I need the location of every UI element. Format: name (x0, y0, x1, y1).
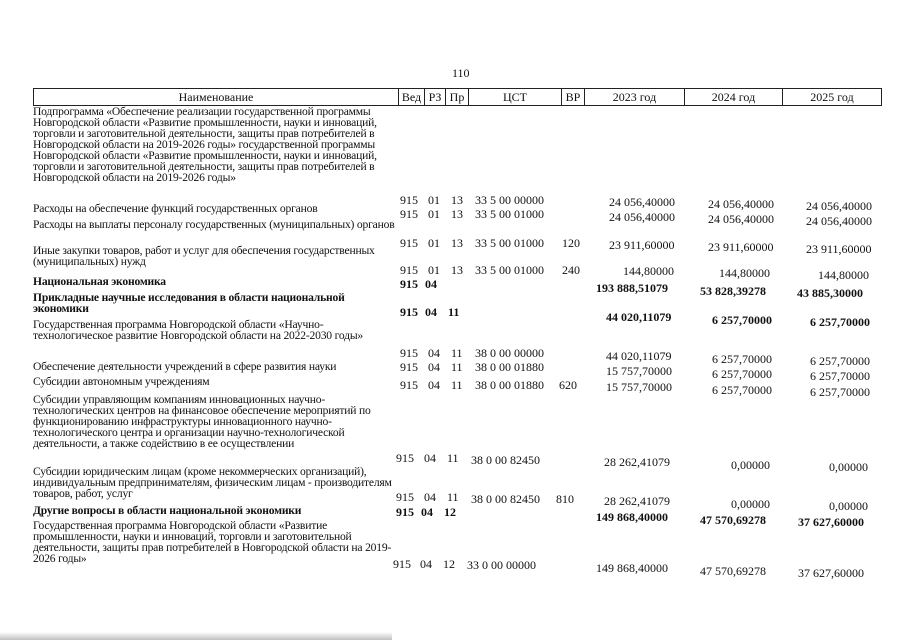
row-ved: 915 (400, 305, 418, 319)
row-pr: 11 (447, 490, 459, 504)
row-rz: 01 (428, 193, 440, 207)
row-rz: 04 (420, 557, 432, 571)
row-rz: 01 (428, 263, 440, 277)
row-pr: 13 (451, 236, 463, 250)
row-name: Расходы на обеспечение функций государственных органов (33, 202, 318, 215)
row-cst: 33 5 00 01000 (475, 236, 544, 250)
row-2025: 24 056,40000 (806, 214, 872, 228)
row-pr: 11 (447, 451, 459, 465)
row-ved: 915 (400, 346, 418, 360)
row-2024: 47 570,69278 (700, 513, 766, 527)
header-pr: Пр (445, 88, 469, 106)
row-2024: 6 257,70000 (712, 352, 772, 366)
row-pr: 11 (448, 305, 460, 319)
row-rz: 04 (425, 305, 437, 319)
row-rz: 04 (424, 490, 436, 504)
row-2025: 37 627,60000 (798, 515, 864, 529)
header-cst: ЦСТ (468, 88, 562, 106)
row-vr: 120 (562, 236, 580, 250)
row-rz: 01 (428, 236, 440, 250)
row-vr: 240 (562, 263, 580, 277)
row-name: Субсидии юридическим лицам (кроме некоммерческих организаций), индивидуальным предпринимателям, физическим лицам - производителям товаров, работ, услуг (33, 465, 392, 500)
header-vr: ВР (561, 88, 585, 106)
row-cst: 33 5 00 00000 (475, 193, 544, 207)
row-2025: 6 257,70000 (810, 315, 870, 329)
row-ved: 915 (396, 490, 414, 504)
row-ved: 915 (400, 360, 418, 374)
row-2024: 6 257,70000 (712, 313, 772, 327)
row-cst: 38 0 00 82450 (471, 453, 540, 467)
row-cst: 33 0 00 00000 (467, 558, 536, 572)
header-2024: 2024 год (684, 88, 783, 106)
row-rz: 04 (424, 451, 436, 465)
row-name: Подпрограмма «Обеспечение реализации государственной программы Новгородской области «Развитие промышленности, науки и инноваций, торговли и заготовительной деятельности, защиты прав потребителей в Новгородской области на 2019-2026 годы» государственной программы Новгородской области «Развитие промышленности, науки и инноваций, торговли и заготовительной деятельности, защиты прав потребителей в Новгородской области на 2019-2026 годы» (33, 105, 377, 184)
scan-edge (0, 632, 392, 640)
row-ved: 915 (396, 451, 414, 465)
row-name: Национальная экономика (33, 275, 166, 288)
row-2025: 144,80000 (818, 268, 869, 282)
row-2023: 28 262,41079 (604, 494, 670, 508)
row-cst: 38 0 00 00000 (475, 346, 544, 360)
row-2024: 47 570,69278 (700, 564, 766, 578)
row-2024: 0,00000 (731, 497, 770, 511)
row-2025: 37 627,60000 (798, 566, 864, 580)
row-2025: 6 257,70000 (810, 354, 870, 368)
row-2023: 44 020,11079 (606, 310, 672, 324)
row-rz: 04 (428, 360, 440, 374)
row-ved: 915 (400, 236, 418, 250)
row-2025: 43 885,30000 (797, 286, 863, 300)
row-2023: 24 056,40000 (609, 195, 675, 209)
header-rz: РЗ (424, 88, 446, 106)
row-2023: 144,80000 (623, 264, 674, 278)
header-ved: Вед (398, 88, 425, 106)
row-pr: 13 (451, 207, 463, 221)
row-rz: 04 (425, 277, 437, 291)
row-ved: 915 (400, 193, 418, 207)
row-2023: 24 056,40000 (609, 210, 675, 224)
row-name: Государственная программа Новгородской области «Научно-технологическое развитие Новгородской области на 2022-2030 годы» (33, 318, 364, 342)
row-2024: 24 056,40000 (708, 212, 774, 226)
row-ved: 915 (400, 263, 418, 277)
row-rz: 01 (428, 207, 440, 221)
row-cst: 33 5 00 01000 (475, 263, 544, 277)
row-pr: 11 (451, 346, 463, 360)
row-2025: 6 257,70000 (810, 369, 870, 383)
row-2023: 193 888,51079 (596, 281, 668, 295)
row-2023: 149 868,40000 (596, 561, 668, 575)
row-pr: 11 (451, 360, 463, 374)
row-2024: 24 056,40000 (708, 197, 774, 211)
row-2025: 23 911,60000 (806, 242, 872, 256)
row-2025: 24 056,40000 (806, 199, 872, 213)
row-name: Субсидии автономным учреждениям (33, 375, 210, 388)
row-2023: 15 757,70000 (606, 364, 672, 378)
row-pr: 12 (443, 557, 455, 571)
row-name: Прикладные научные исследования в области национальной экономики (33, 291, 345, 315)
row-name: Расходы на выплаты персоналу государственных (муниципальных) органов (33, 218, 395, 231)
row-vr: 620 (559, 378, 577, 392)
row-2023: 15 757,70000 (606, 380, 672, 394)
row-2024: 53 828,39278 (700, 284, 766, 298)
row-name: Субсидии управляющим компаниям инновационных научно-технологических центров на финансовое обеспечение мероприятий по функционированию инфраструктуры инновационного научно-технологического центра и организации научно-технологической деятельности, а также содействию в ее осуществлении (33, 393, 371, 450)
row-cst: 38 0 00 01880 (475, 378, 544, 392)
row-ved: 915 (393, 557, 411, 571)
row-2023: 44 020,11079 (606, 349, 672, 363)
row-name: Иные закупки товаров, работ и услуг для обеспечения государственных (муниципальных) нужд (33, 244, 375, 268)
row-rz: 04 (428, 378, 440, 392)
header-2025: 2025 год (782, 88, 882, 106)
row-pr: 13 (451, 193, 463, 207)
row-ved: 915 (396, 505, 414, 519)
page-number: 110 (452, 66, 470, 80)
row-ved: 915 (400, 378, 418, 392)
row-cst: 38 0 00 82450 (471, 492, 540, 506)
row-cst: 38 0 00 01880 (475, 360, 544, 374)
row-pr: 13 (451, 263, 463, 277)
row-ved: 915 (400, 207, 418, 221)
row-2024: 0,00000 (731, 458, 770, 472)
row-2025: 0,00000 (829, 460, 868, 474)
row-2024: 23 911,60000 (708, 240, 774, 254)
row-ved: 915 (400, 277, 418, 291)
row-2024: 6 257,70000 (712, 383, 772, 397)
header-2023: 2023 год (584, 88, 685, 106)
header-name: Наименование (33, 88, 399, 106)
row-name: Обеспечение деятельности учреждений в сфере развития науки (33, 360, 337, 373)
row-pr: 11 (451, 378, 463, 392)
row-2024: 6 257,70000 (712, 367, 772, 381)
row-2025: 6 257,70000 (810, 385, 870, 399)
row-vr: 810 (556, 492, 574, 506)
row-2023: 23 911,60000 (609, 238, 675, 252)
row-cst: 33 5 00 01000 (475, 207, 544, 221)
row-2023: 149 868,40000 (596, 510, 668, 524)
row-pr: 12 (444, 505, 456, 519)
row-rz: 04 (428, 346, 440, 360)
row-2024: 144,80000 (719, 266, 770, 280)
row-name: Государственная программа Новгородской области «Развитие промышленности, науки и инноваций, торговли и заготовительной деятельности, защиты прав потребителей в Новгородской области на 2019-2026 годы» (33, 519, 392, 565)
row-rz: 04 (421, 505, 433, 519)
row-2023: 28 262,41079 (604, 455, 670, 469)
row-2025: 0,00000 (829, 499, 868, 513)
row-name: Другие вопросы в области национальной экономики (33, 504, 302, 517)
